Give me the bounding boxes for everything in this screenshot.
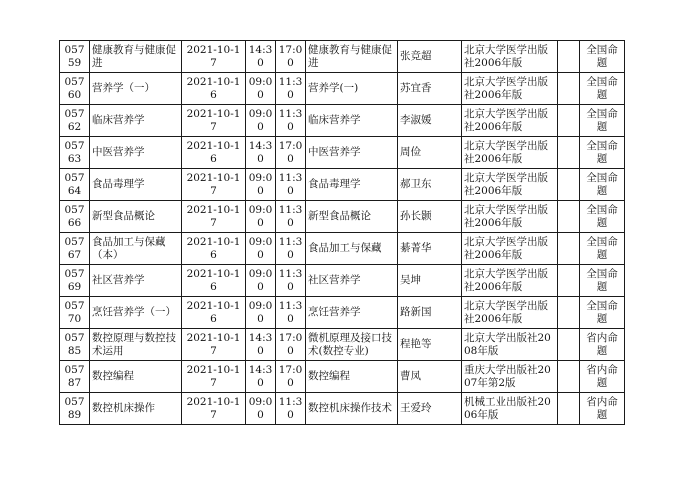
course-name-cell: 烹饪营养学（一） [90,297,182,329]
table-row [60,393,625,425]
end-time-cell: 11:30 [276,73,306,105]
course-name-cell: 食品毒理学 [90,169,182,201]
end-time-cell: 11:30 [276,105,306,137]
start-time-cell: 14:30 [246,41,276,73]
table-body [60,41,625,425]
course-code-cell: 05789 [60,393,90,425]
note-cell [558,73,580,105]
exam-date-cell: 2021-10-16 [182,73,246,105]
textbook-name-cell: 食品加工与保藏 [306,233,398,265]
course-code-cell: 05764 [60,169,90,201]
note-cell [558,169,580,201]
exam-type-cell: 全国命题 [580,137,625,169]
exam-type-cell: 全国命题 [580,169,625,201]
course-code-cell: 05787 [60,361,90,393]
publisher-cell: 北京大学医学出版社2006年版 [462,73,558,105]
publisher-cell: 北京大学医学出版社2006年版 [462,297,558,329]
note-cell [558,41,580,73]
course-code-cell: 05785 [60,329,90,361]
note-cell [558,201,580,233]
course-name-cell: 中医营养学 [90,137,182,169]
publisher-cell: 北京大学医学出版社2006年版 [462,201,558,233]
table-row [60,105,625,137]
author-cell: 路新国 [398,297,462,329]
exam-date-cell: 2021-10-17 [182,169,246,201]
table-row [60,233,625,265]
end-time-cell: 11:30 [276,393,306,425]
exam-date-cell: 2021-10-16 [182,137,246,169]
start-time-cell: 09:00 [246,201,276,233]
publisher-cell: 北京大学出版社2008年版 [462,329,558,361]
publisher-cell: 北京大学医学出版社2006年版 [462,233,558,265]
course-name-cell: 健康教育与健康促进 [90,41,182,73]
course-code-cell: 05760 [60,73,90,105]
end-time-cell: 11:30 [276,265,306,297]
publisher-cell: 重庆大学出版社2007年第2版 [462,361,558,393]
start-time-cell: 09:00 [246,393,276,425]
end-time-cell: 11:30 [276,233,306,265]
textbook-name-cell: 新型食品概论 [306,201,398,233]
start-time-cell: 09:00 [246,233,276,265]
table-row [60,201,625,233]
textbook-name-cell: 烹饪营养学 [306,297,398,329]
exam-date-cell: 2021-10-17 [182,41,246,73]
textbook-name-cell: 数控机床操作技术 [306,393,398,425]
exam-date-cell: 2021-10-16 [182,233,246,265]
exam-schedule-table [59,40,625,425]
end-time-cell: 11:30 [276,201,306,233]
textbook-name-cell: 微机原理及接口技术(数控专业) [306,329,398,361]
textbook-name-cell: 健康教育与健康促进 [306,41,398,73]
textbook-name-cell: 数控编程 [306,361,398,393]
table-row [60,137,625,169]
publisher-cell: 北京大学医学出版社2006年版 [462,265,558,297]
author-cell: 苏宜香 [398,73,462,105]
author-cell: 綦菁华 [398,233,462,265]
textbook-name-cell: 食品毒理学 [306,169,398,201]
publisher-cell: 北京大学医学出版社2006年版 [462,41,558,73]
table-row [60,169,625,201]
table-row [60,41,625,73]
note-cell [558,361,580,393]
course-name-cell: 临床营养学 [90,105,182,137]
exam-date-cell: 2021-10-17 [182,393,246,425]
note-cell [558,265,580,297]
note-cell [558,329,580,361]
publisher-cell: 北京大学医学出版社2006年版 [462,169,558,201]
note-cell [558,105,580,137]
end-time-cell: 17:00 [276,41,306,73]
author-cell: 王爱玲 [398,393,462,425]
start-time-cell: 09:00 [246,73,276,105]
table-row [60,73,625,105]
course-name-cell: 食品加工与保藏（本） [90,233,182,265]
note-cell [558,297,580,329]
exam-type-cell: 省内命题 [580,393,625,425]
note-cell [558,137,580,169]
exam-date-cell: 2021-10-16 [182,297,246,329]
textbook-name-cell: 临床营养学 [306,105,398,137]
exam-type-cell: 全国命题 [580,201,625,233]
exam-type-cell: 全国命题 [580,265,625,297]
course-name-cell: 营养学（一） [90,73,182,105]
publisher-cell: 北京大学医学出版社2006年版 [462,105,558,137]
exam-type-cell: 全国命题 [580,73,625,105]
start-time-cell: 09:00 [246,297,276,329]
table-row [60,329,625,361]
textbook-name-cell: 社区营养学 [306,265,398,297]
start-time-cell: 09:00 [246,265,276,297]
exam-date-cell: 2021-10-16 [182,265,246,297]
course-code-cell: 05759 [60,41,90,73]
exam-date-cell: 2021-10-17 [182,329,246,361]
table-row [60,361,625,393]
course-code-cell: 05762 [60,105,90,137]
exam-type-cell: 省内命题 [580,329,625,361]
author-cell: 孙长颢 [398,201,462,233]
course-code-cell: 05770 [60,297,90,329]
publisher-cell: 北京大学医学出版社2006年版 [462,137,558,169]
exam-date-cell: 2021-10-17 [182,361,246,393]
exam-date-cell: 2021-10-17 [182,201,246,233]
exam-type-cell: 全国命题 [580,233,625,265]
exam-type-cell: 全国命题 [580,297,625,329]
publisher-cell: 机械工业出版社2006年版 [462,393,558,425]
author-cell: 郝卫东 [398,169,462,201]
exam-date-cell: 2021-10-17 [182,105,246,137]
end-time-cell: 17:00 [276,137,306,169]
exam-type-cell: 全国命题 [580,105,625,137]
end-time-cell: 11:30 [276,297,306,329]
start-time-cell: 09:00 [246,169,276,201]
course-name-cell: 新型食品概论 [90,201,182,233]
author-cell: 李淑媛 [398,105,462,137]
course-name-cell: 数控编程 [90,361,182,393]
table-row [60,297,625,329]
end-time-cell: 11:30 [276,169,306,201]
author-cell: 周俭 [398,137,462,169]
author-cell: 程艳等 [398,329,462,361]
start-time-cell: 14:30 [246,137,276,169]
exam-type-cell: 全国命题 [580,41,625,73]
note-cell [558,233,580,265]
course-name-cell: 数控机床操作 [90,393,182,425]
course-code-cell: 05766 [60,201,90,233]
start-time-cell: 14:30 [246,361,276,393]
textbook-name-cell: 营养学(一) [306,73,398,105]
author-cell: 吴坤 [398,265,462,297]
note-cell [558,393,580,425]
course-code-cell: 05763 [60,137,90,169]
start-time-cell: 14:30 [246,329,276,361]
start-time-cell: 09:00 [246,105,276,137]
course-name-cell: 数控原理与数控技术运用 [90,329,182,361]
end-time-cell: 17:00 [276,361,306,393]
author-cell: 曹凤 [398,361,462,393]
textbook-name-cell: 中医营养学 [306,137,398,169]
course-name-cell: 社区营养学 [90,265,182,297]
exam-type-cell: 省内命题 [580,361,625,393]
course-code-cell: 05767 [60,233,90,265]
author-cell: 张竞超 [398,41,462,73]
table-row [60,265,625,297]
course-code-cell: 05769 [60,265,90,297]
end-time-cell: 17:00 [276,329,306,361]
